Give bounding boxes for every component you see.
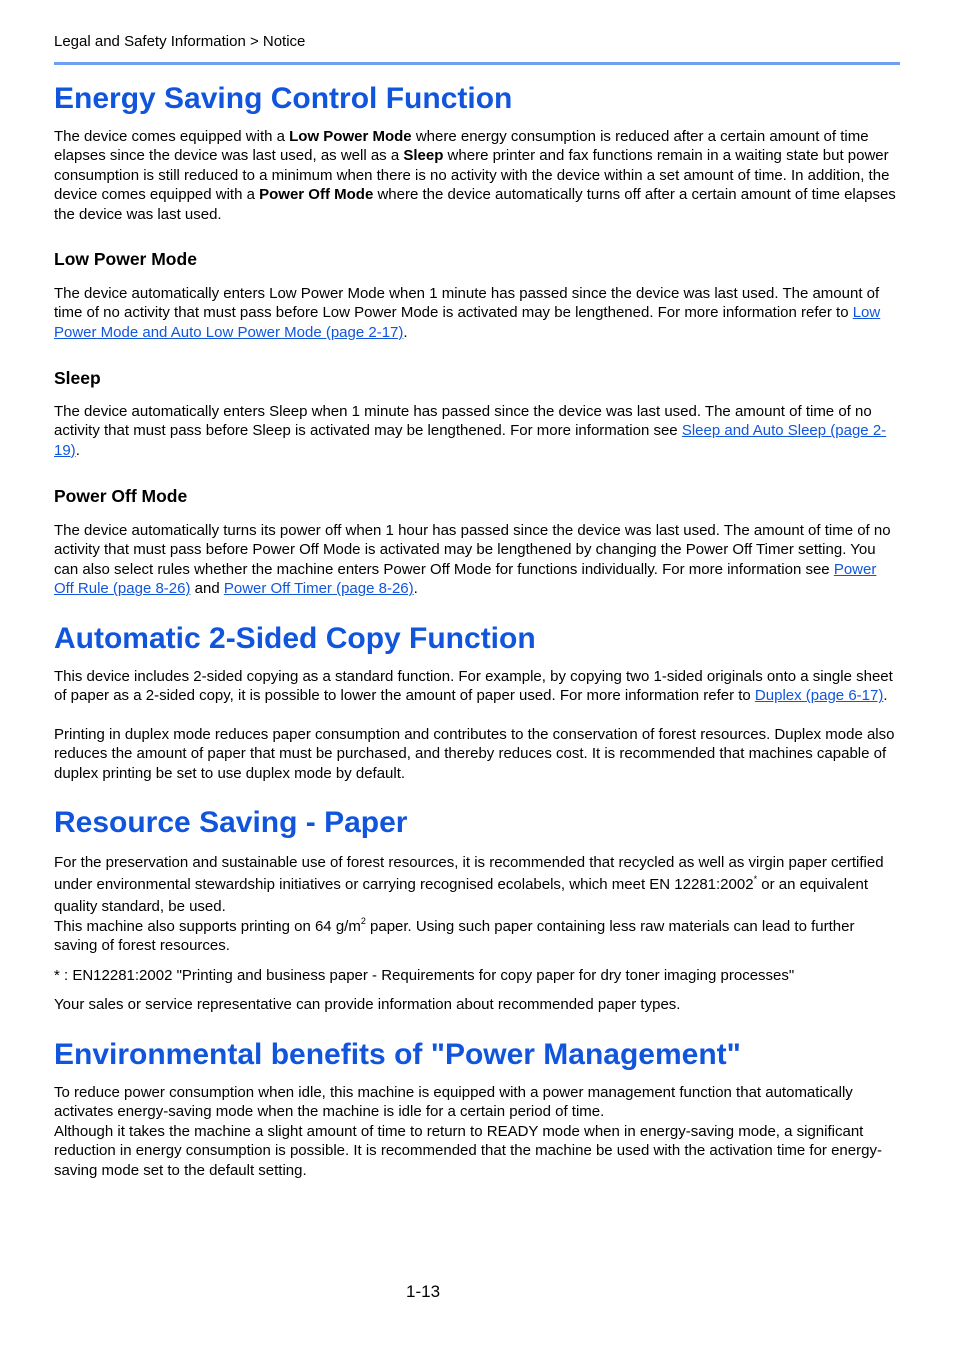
paragraph-power-management-2: Although it takes the machine a slight amount of time to return to READY mode when in energy-saving mode, a significant reduction in energy consumption is possible. It is recommended that the machine be used with the activation time for energy-saving mode set to the default setting. bbox=[54, 1123, 882, 1179]
paragraph-power-management-1: To reduce power consumption when idle, this machine is equipped with a power management function that automatically activates energy-saving mode when the machine is idle for a certain period of time. bbox=[54, 1084, 853, 1121]
page-number: 1-13 bbox=[406, 1282, 441, 1301]
link-sleep[interactable]: Sleep and Auto Sleep (page 2-19) bbox=[54, 422, 887, 459]
heading-resource-saving-paper: Resource Saving - Paper bbox=[54, 806, 408, 839]
heading-sleep: Sleep bbox=[54, 368, 101, 388]
paragraph-power-off-mode: The device automatically turns its power off when 1 hour has passed since the device was last used. The amount of time of no activity that must pass before Power Off Mode is activated may be lengthened by changing the Power Off Timer setting. You can also select rules whether the machine enters Power Off Mode for functions individually. For more information see Power Off Rule (page 8-26) and Power Off Timer (page 8-26). bbox=[54, 522, 891, 598]
paragraph-duplex-2: Printing in duplex mode reduces paper consumption and contributes to the conservation of forest resources. Duplex mode also reduces the amount of paper that must be purchased, and thereby reduces cost. It is recommended that machines capable of duplex printing be set to use duplex mode by default. bbox=[54, 726, 895, 782]
paragraph-low-power-mode: The device automatically enters Low Power Mode when 1 minute has passed since the device was last used. The amount of time of no activity that must pass before Low Power Mode is activated may be lengthened. For more information refer to Low Power Mode and Auto Low Power Mode (page 2-17). bbox=[54, 285, 881, 341]
link-duplex[interactable]: Duplex (page 6-17) bbox=[754, 687, 884, 705]
superscript-2: 2 bbox=[360, 916, 366, 926]
link-power-off-timer[interactable]: Power Off Timer (page 8-26) bbox=[223, 580, 414, 598]
paragraph-duplex-1: This device includes 2-sided copying as a standard function. For example, by copying two 1-sided originals onto a single sheet of paper as a 2-sided copy, it is possible to lower the amount of paper used. For more information refer to Duplex (page 6-17). bbox=[54, 668, 893, 705]
breadcrumb: Legal and Safety Information > Notice bbox=[54, 33, 306, 50]
paragraph-paper-2: This machine also supports printing on 64 $g/m^2$ paper. Using such paper containing less raw materials can lead to further saving of forest resources. bbox=[54, 916, 855, 955]
paragraph-footnote: * : EN12281:2002 "Printing and business paper - Requirements for copy paper for dry toner imaging processes" bbox=[54, 967, 795, 984]
link-low-power-mode[interactable]: Low Power Mode and Auto Low Power Mode (page 2-17) bbox=[54, 304, 881, 341]
heading-energy-saving: Energy Saving Control Function bbox=[54, 82, 513, 115]
heading-power-management: Environmental benefits of "Power Management" bbox=[54, 1038, 741, 1071]
header-rule bbox=[54, 62, 900, 65]
heading-low-power-mode: Low Power Mode bbox=[54, 249, 197, 269]
paragraph-paper-1: For the preservation and sustainable use of forest resources, it is recommended that recycled as well as virgin paper certified under environmental stewardship initiatives or carrying recognised ecolabels, which meet EN 12281:2002* or an equivalent quality standard, be used. bbox=[54, 854, 884, 915]
paragraph-energy-intro: The device comes equipped with a Low Power Mode where energy consumption is reduced after a certain amount of time elapses since the device was last used, as well as a Sleep where printer and fax functions remain in a waiting state but power consumption is still reduced to a minimum when there is no activity with the device within a set amount of time. In addition, the device comes equipped with a Power Off Mode where the device automatically turns off after a certain amount of time elapses the device was last used. bbox=[54, 128, 896, 223]
heading-power-off-mode: Power Off Mode bbox=[54, 486, 188, 506]
footnote-marker: * bbox=[753, 874, 758, 884]
heading-duplex-copy: Automatic 2-Sided Copy Function bbox=[54, 622, 536, 655]
paragraph-paper-3: Your sales or service representative can provide information about recommended paper types. bbox=[54, 996, 681, 1013]
paragraph-sleep: The device automatically enters Sleep when 1 minute has passed since the device was last used. The amount of time of no activity that must pass before Sleep is activated may be lengthened. For more information see Sleep and Auto Sleep (page 2-19). bbox=[54, 403, 887, 459]
link-power-off-rule[interactable]: Power Off Rule (page 8-26) bbox=[54, 560, 877, 598]
